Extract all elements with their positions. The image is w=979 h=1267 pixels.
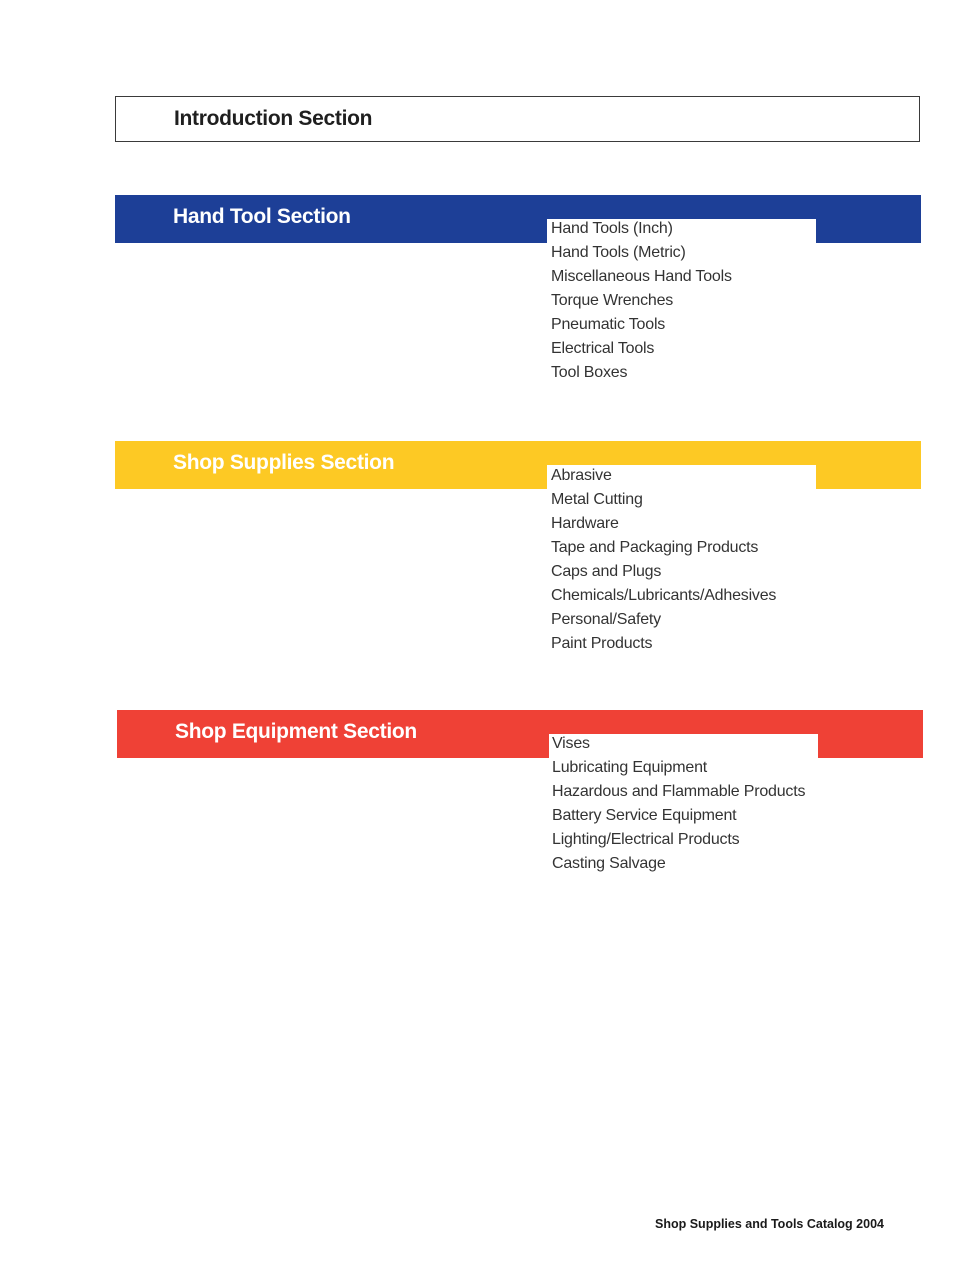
hand-tool-section-band	[115, 195, 921, 243]
section-item: Miscellaneous Hand Tools	[551, 268, 732, 285]
section-item: Metal Cutting	[551, 491, 643, 508]
section-item: Hazardous and Flammable Products	[552, 783, 806, 800]
section-item: Electrical Tools	[551, 340, 655, 357]
shop-supplies-section-title: Shop Supplies Section	[173, 451, 395, 474]
introduction-section-box	[115, 96, 920, 142]
section-item: Hardware	[551, 515, 619, 532]
shop-supplies-item-list	[551, 464, 776, 656]
shop-equipment-section-title: Shop Equipment Section	[175, 720, 417, 743]
section-item: Personal/Safety	[551, 611, 661, 628]
shop-supplies-section-band	[115, 441, 921, 489]
section-item: Tape and Packaging Products	[551, 539, 759, 556]
shop-equipment-item-list	[552, 732, 805, 876]
introduction-section-title: Introduction Section	[174, 107, 373, 130]
section-item: Lubricating Equipment	[552, 759, 708, 776]
catalog-footer: Shop Supplies and Tools Catalog 2004	[655, 1217, 884, 1231]
hand-tool-section-title: Hand Tool Section	[173, 205, 351, 228]
section-item: Torque Wrenches	[551, 292, 674, 309]
section-item: Battery Service Equipment	[552, 807, 737, 824]
section-item: Hand Tools (Metric)	[551, 244, 686, 261]
section-item: Casting Salvage	[552, 855, 666, 872]
section-item: Vises	[552, 735, 590, 752]
hand-tool-item-list	[551, 217, 732, 385]
section-item: Tool Boxes	[551, 364, 628, 381]
section-item: Paint Products	[551, 635, 653, 652]
section-item: Hand Tools (Inch)	[551, 220, 673, 237]
section-item: Caps and Plugs	[551, 563, 662, 580]
section-item: Lighting/Electrical Products	[552, 831, 740, 848]
section-item: Pneumatic Tools	[551, 316, 666, 333]
section-item: Abrasive	[551, 467, 612, 484]
section-item: Chemicals/Lubricants/Adhesives	[551, 587, 777, 604]
